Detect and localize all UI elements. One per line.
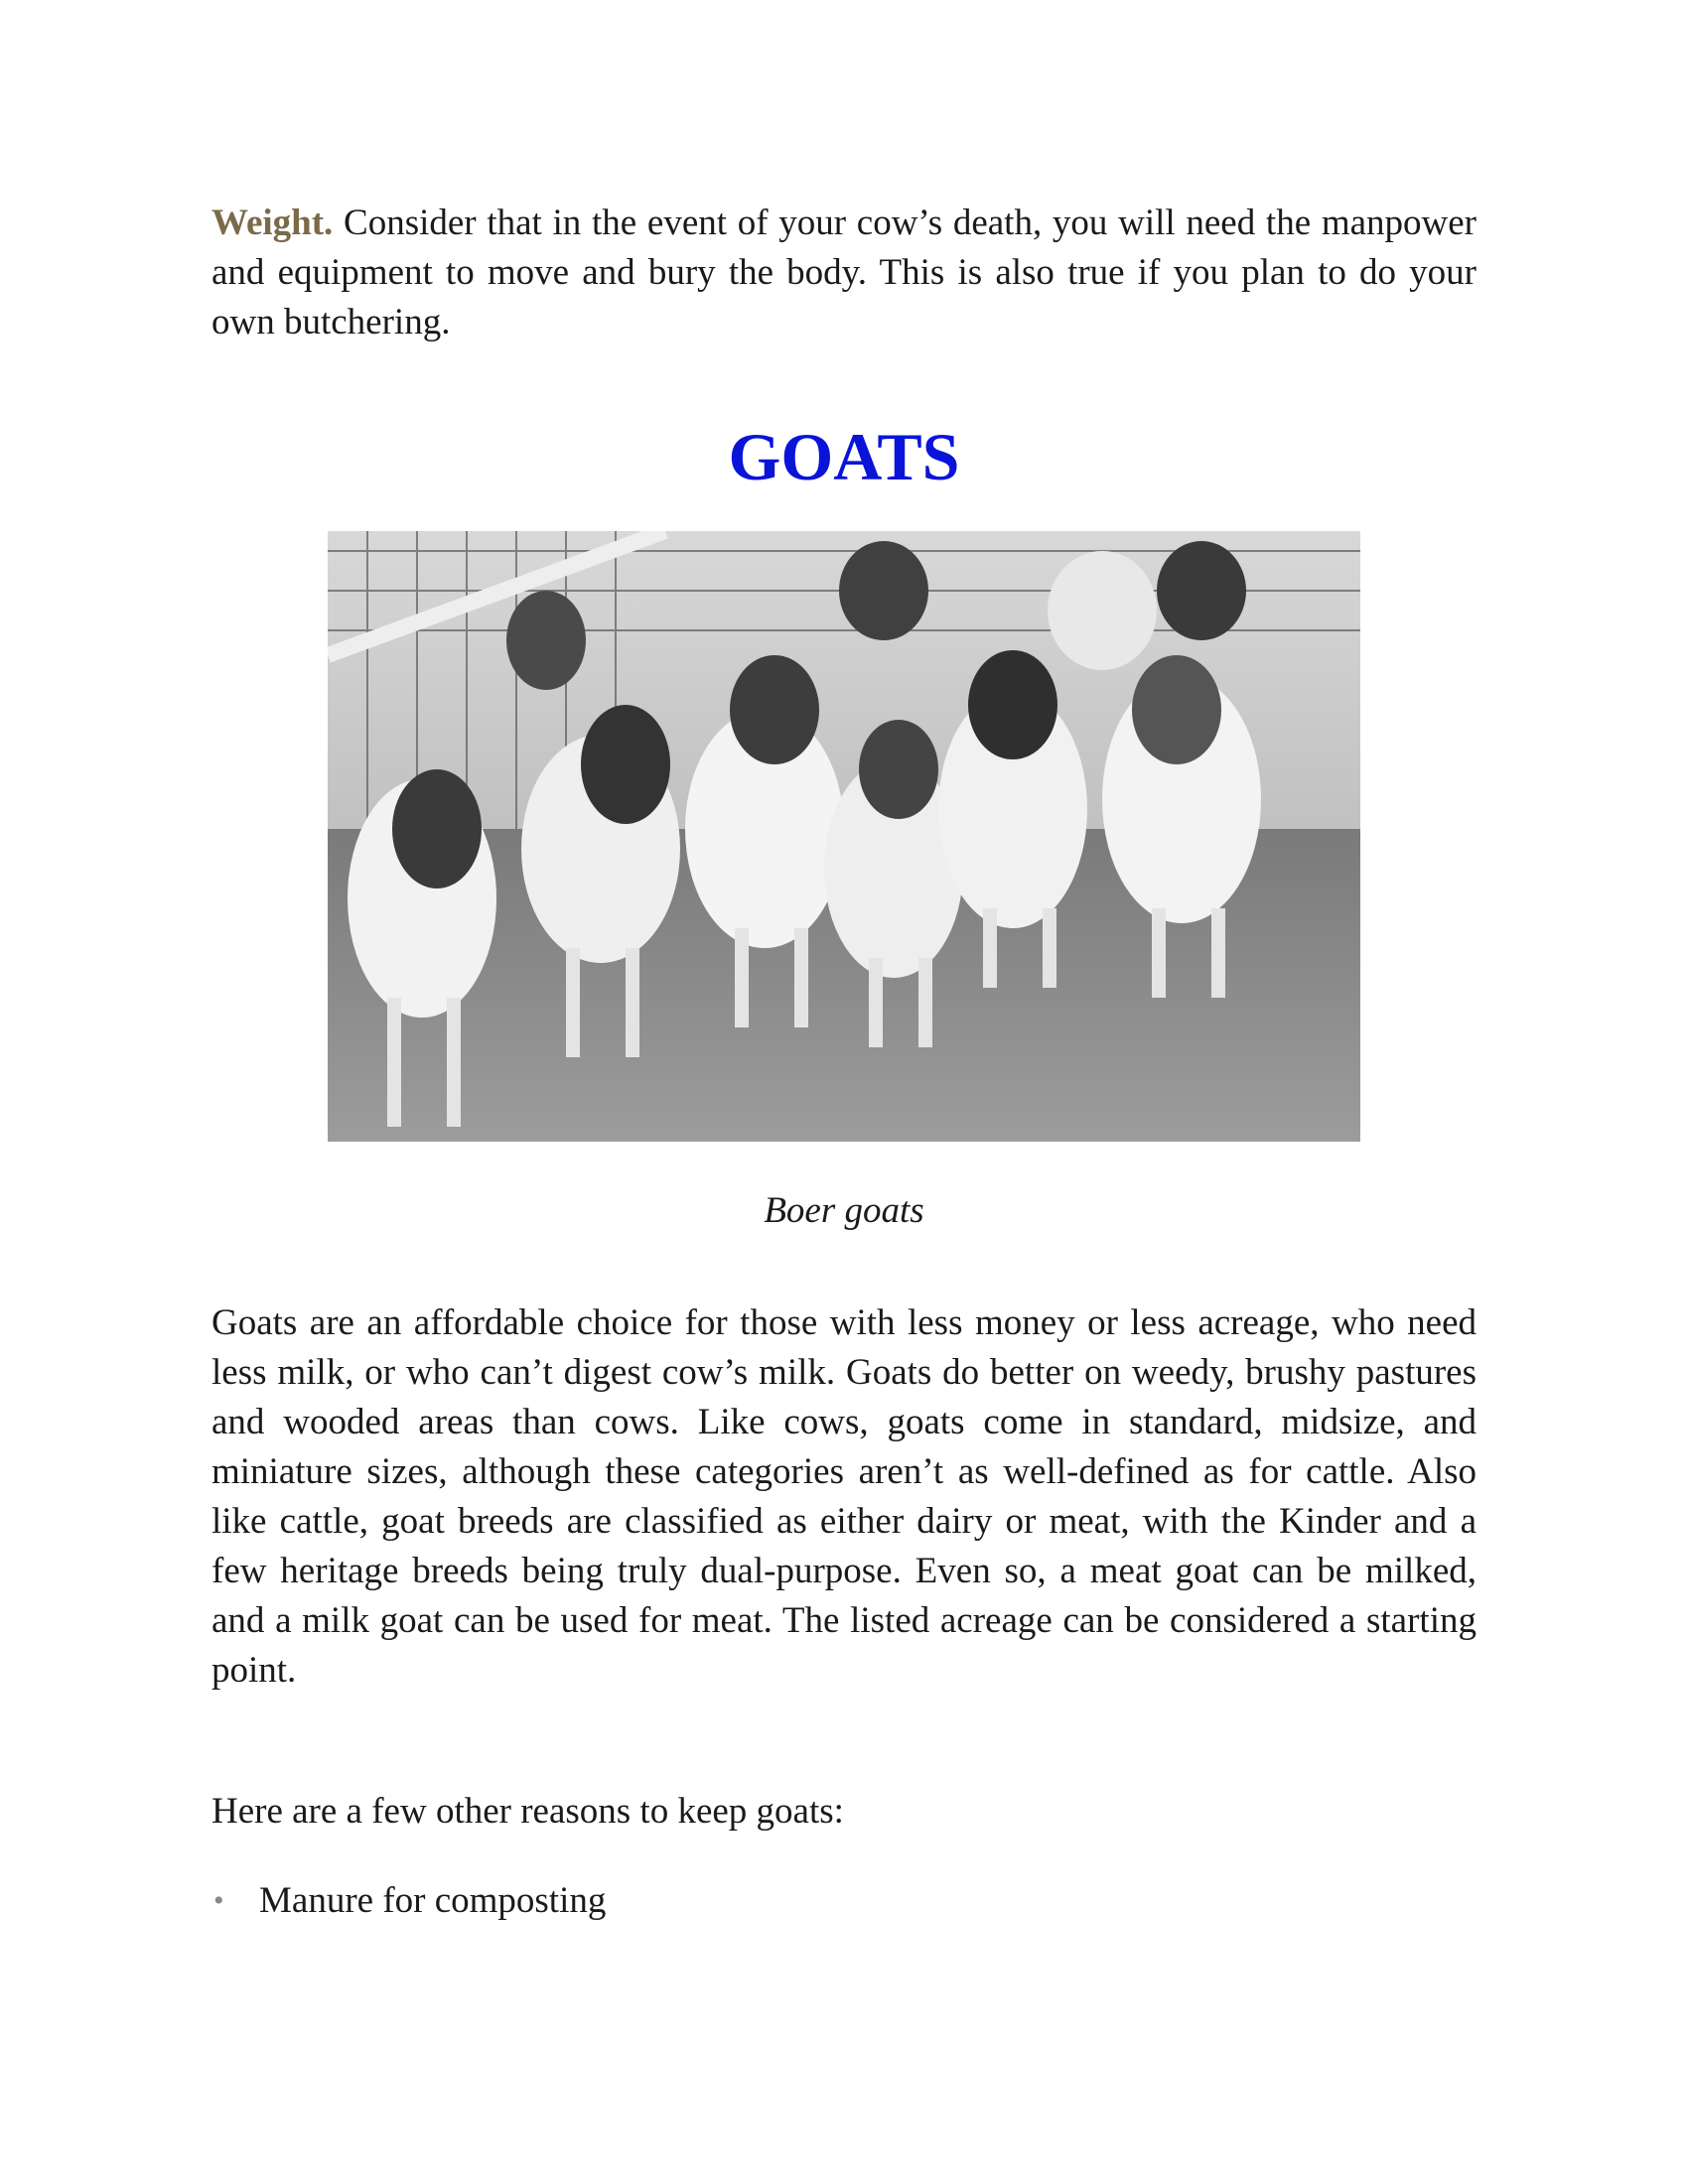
list-item	[211, 1876, 1477, 1926]
list-item-text: Manure for composting	[259, 1880, 607, 1921]
reasons-intro: Here are a few other reasons to keep goats:	[211, 1791, 844, 1832]
photo-caption: Boer goats	[764, 1190, 924, 1231]
goats-photo	[328, 531, 1360, 1142]
bullet-marker: •	[213, 1884, 224, 1917]
weight-text: Consider that in the event of your cow’s death, you will need the manpower and equipment to move and bury the body. This is also true if you plan to do your own butchering.	[211, 203, 1477, 342]
weight-paragraph	[211, 199, 1477, 347]
reasons-list	[211, 1876, 1477, 1926]
goats-body-paragraph: Goats are an affordable choice for those with less money or less acreage, who need less milk, or who can’t digest cow’s milk. Goats do better on weedy, brushy pastures and wooded areas than cows. Like cows, goats come in standard, midsize, and miniature sizes, although these categories aren’t as well-defined as for cattle. Also like cattle, goat breeds are classified as either dairy or meat, with the Kinder and a few heritage breeds being truly dual-purpose. Even so, a meat goat can be milked, and a milk goat can be used for meat. The listed acreage can be considered a starting point.	[211, 1302, 1477, 1691]
weight-lead: Weight.	[211, 203, 334, 243]
section-heading: GOATS	[728, 419, 960, 494]
